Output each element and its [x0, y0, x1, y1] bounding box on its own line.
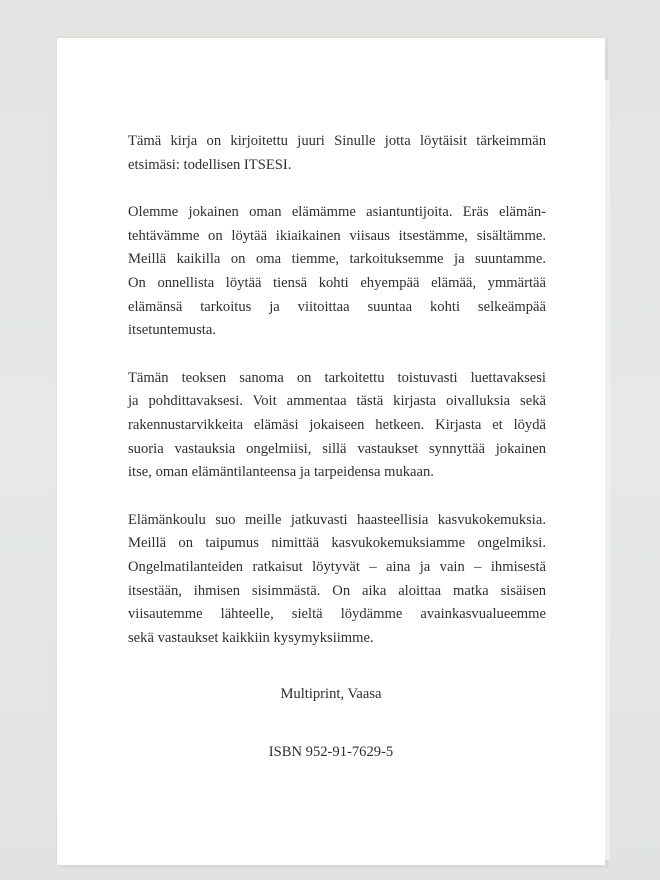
- text-line: Meillä on taipumus nimittää kasvukokemuksiamme ongelmiksi.: [128, 535, 546, 552]
- text-line: tehtävämme on löytää ikiaikainen viisaus itsestämme, sisältämme.: [128, 227, 546, 244]
- text-line: Elämänkoulu suo meille jatkuvasti haasteellisia kasvukokemuksia.: [128, 511, 546, 528]
- paragraph-1: [128, 130, 546, 177]
- blurb-text: [128, 130, 546, 674]
- paragraph-3: [128, 367, 546, 485]
- text-line: itse, oman elämäntilanteensa ja tarpeidensa mukaan.: [128, 464, 434, 481]
- text-line: Tämän teoksen sanoma on tarkoitettu toistuvasti luettavaksesi: [128, 369, 546, 386]
- text-line: itsetuntemusta.: [128, 322, 216, 339]
- paragraph-4: [128, 509, 546, 651]
- text-line: On onnellista löytää tiensä kohti ehyempää elämää, ymmärtää: [128, 274, 546, 291]
- text-line: etsimäsi: todellisen ITSESI.: [128, 156, 292, 173]
- text-line: elämänsä tarkoitus ja viitoittaa suuntaa kohti selkeämpää: [128, 298, 546, 315]
- cover-edge: [605, 80, 610, 860]
- isbn-line: ISBN 952-91-7629-5: [268, 744, 394, 760]
- text-line: suoria vastauksia ongelmiisi, sillä vastaukset synnyttää jokainen: [128, 440, 546, 457]
- text-line: rakennustarvikkeita elämäsi jokaiseen hetkeen. Kirjasta et löydä: [128, 416, 546, 433]
- text-line: itsestään, ihmisen sisimmästä. On aika aloittaa matka sisäisen: [128, 582, 546, 599]
- text-line: Olemme jokainen oman elämämme asiantuntijoita. Eräs elämän-: [128, 204, 546, 221]
- publisher-line: Multiprint, Vaasa: [280, 686, 382, 702]
- text-line: Meillä kaikilla on oma tiemme, tarkoituksemme ja suuntamme.: [128, 251, 546, 268]
- text-line: Tämä kirja on kirjoitettu juuri Sinulle jotta löytäisit tärkeimmän: [128, 133, 546, 149]
- paragraph-2: [128, 201, 546, 343]
- text-line: ja pohdittavaksesi. Voit ammentaa tästä kirjasta oivalluksia sekä: [128, 393, 546, 410]
- text-line: sekä vastaukset kaikkiin kysymyksiimme.: [128, 629, 374, 646]
- book-back-cover: [57, 38, 605, 865]
- text-line: viisautemme lähteelle, sieltä löydämme avainkasvualueemme: [128, 606, 546, 623]
- text-line: Ongelmatilanteiden ratkaisut löytyvät – aina ja vain – ihmisestä: [128, 558, 546, 575]
